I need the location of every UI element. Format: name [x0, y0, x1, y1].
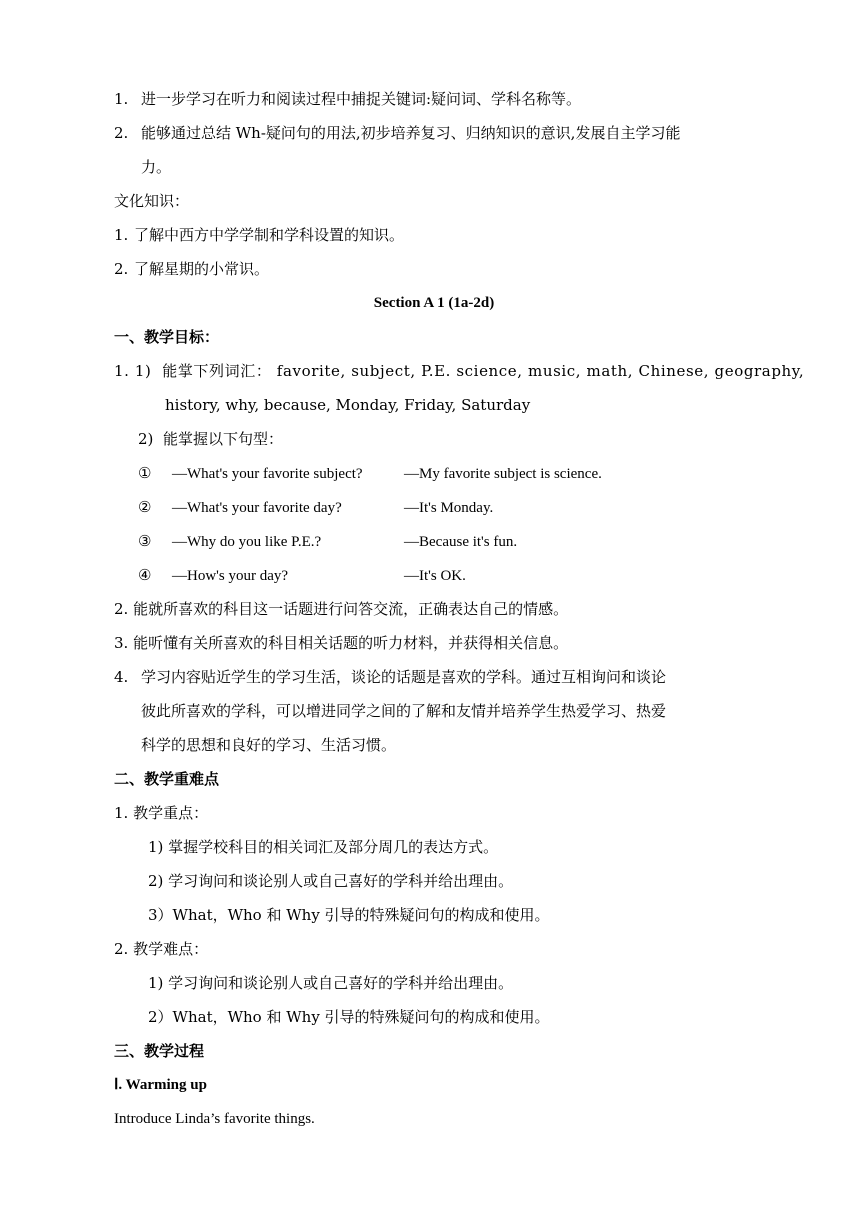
difficulty-item: 2）What，Who 和 Why 引导的特殊疑问句的构成和使用。	[148, 1008, 550, 1026]
list-text: 了解中西方中学学制和学科设置的知识。	[134, 226, 405, 244]
step-heading: Ⅰ. Warming up	[114, 1077, 207, 1093]
key-point-item: 2) 学习询问和谈论别人或自己喜好的学科并给出理由。	[148, 872, 514, 890]
list-text: 学习内容贴近学生的学习生活，谈论的话题是喜欢的学科。通过互相询问和谈论	[141, 668, 667, 686]
objectives-heading: 一、教学目标：	[114, 328, 220, 346]
list-item	[114, 82, 754, 116]
answer-text: —Because it's fun.	[404, 534, 518, 550]
list-number: 2.	[114, 260, 129, 278]
question-text: —What's your favorite subject?	[172, 466, 363, 482]
step-text: Introduce Linda’s favorite things.	[114, 1111, 315, 1127]
objective-subitem	[114, 422, 754, 456]
sentence-pattern	[114, 456, 754, 490]
circled-number: ②	[138, 498, 152, 516]
objective-continuation: 彼此所喜欢的学科，可以增进同学之间的了解和友情并培养学生热爱学习、热爱	[141, 702, 667, 720]
list-number: 1.	[114, 226, 129, 244]
list-number: 4.	[114, 668, 129, 686]
difficulty-item: 1) 学习询问和谈论别人或自己喜好的学科并给出理由。	[148, 974, 514, 992]
list-item	[114, 252, 754, 286]
answer-text: —It's Monday.	[404, 500, 494, 516]
culture-heading: 文化知识：	[114, 192, 190, 210]
subitem-text: 能掌握以下句型：	[162, 430, 283, 448]
answer-text: —It's OK.	[404, 568, 466, 584]
list-item	[114, 116, 754, 150]
question-text: —Why do you like P.E.?	[172, 534, 322, 550]
objective-continuation: history, why, because, Monday, Friday, Saturday	[165, 396, 531, 414]
question-text: —How's your day?	[172, 568, 289, 584]
sentence-pattern	[114, 558, 754, 592]
sentence-pattern	[114, 490, 754, 524]
key-points-heading: 二、教学重难点	[114, 770, 220, 788]
objective-item	[114, 354, 805, 388]
document-page	[114, 82, 805, 1136]
list-item	[114, 218, 754, 252]
section-title: Section A 1 (1a-2d)	[373, 295, 495, 311]
sentence-pattern	[114, 524, 754, 558]
answer-text: —My favorite subject is science.	[404, 466, 602, 482]
circled-number: ③	[138, 532, 152, 550]
key-points-subheading: 1. 教学重点：	[114, 804, 209, 822]
question-text: —What's your favorite day?	[172, 500, 342, 516]
key-point-item: 1) 掌握学校科目的相关词汇及部分周几的表达方式。	[148, 838, 499, 856]
objective-continuation: 科学的思想和良好的学习、生活习惯。	[141, 736, 397, 754]
difficulties-subheading: 2. 教学难点：	[114, 940, 209, 958]
circled-number: ④	[138, 566, 152, 584]
key-point-item: 3）What，Who 和 Why 引导的特殊疑问句的构成和使用。	[148, 906, 550, 924]
process-heading: 三、教学过程	[114, 1042, 205, 1060]
objective-item: 3. 能听懂有关所喜欢的科目相关话题的听力材料，并获得相关信息。	[114, 634, 569, 652]
objective-item: 2. 能就所喜欢的科目这一话题进行问答交流，正确表达自己的情感。	[114, 600, 569, 618]
list-item-continuation: 力。	[141, 158, 172, 176]
list-number: 2.	[114, 124, 129, 142]
list-text: 能够通过总结 Wh-疑问句的用法,初步培养复习、归纳知识的意识,发展自主学习能	[141, 124, 681, 142]
list-text: 进一步学习在听力和阅读过程中捕捉关键词:疑问词、学科名称等。	[141, 90, 582, 108]
circled-number: ①	[138, 464, 152, 482]
objective-item	[114, 660, 754, 694]
objective-text: 能掌下列词汇： favorite, subject, P.E. science, music, math, Chinese, geography,	[162, 362, 805, 380]
list-text: 了解星期的小常识。	[134, 260, 270, 278]
objective-prefix: 1. 1)	[114, 362, 152, 380]
subitem-label: 2)	[138, 430, 154, 448]
list-number: 1.	[114, 90, 129, 108]
